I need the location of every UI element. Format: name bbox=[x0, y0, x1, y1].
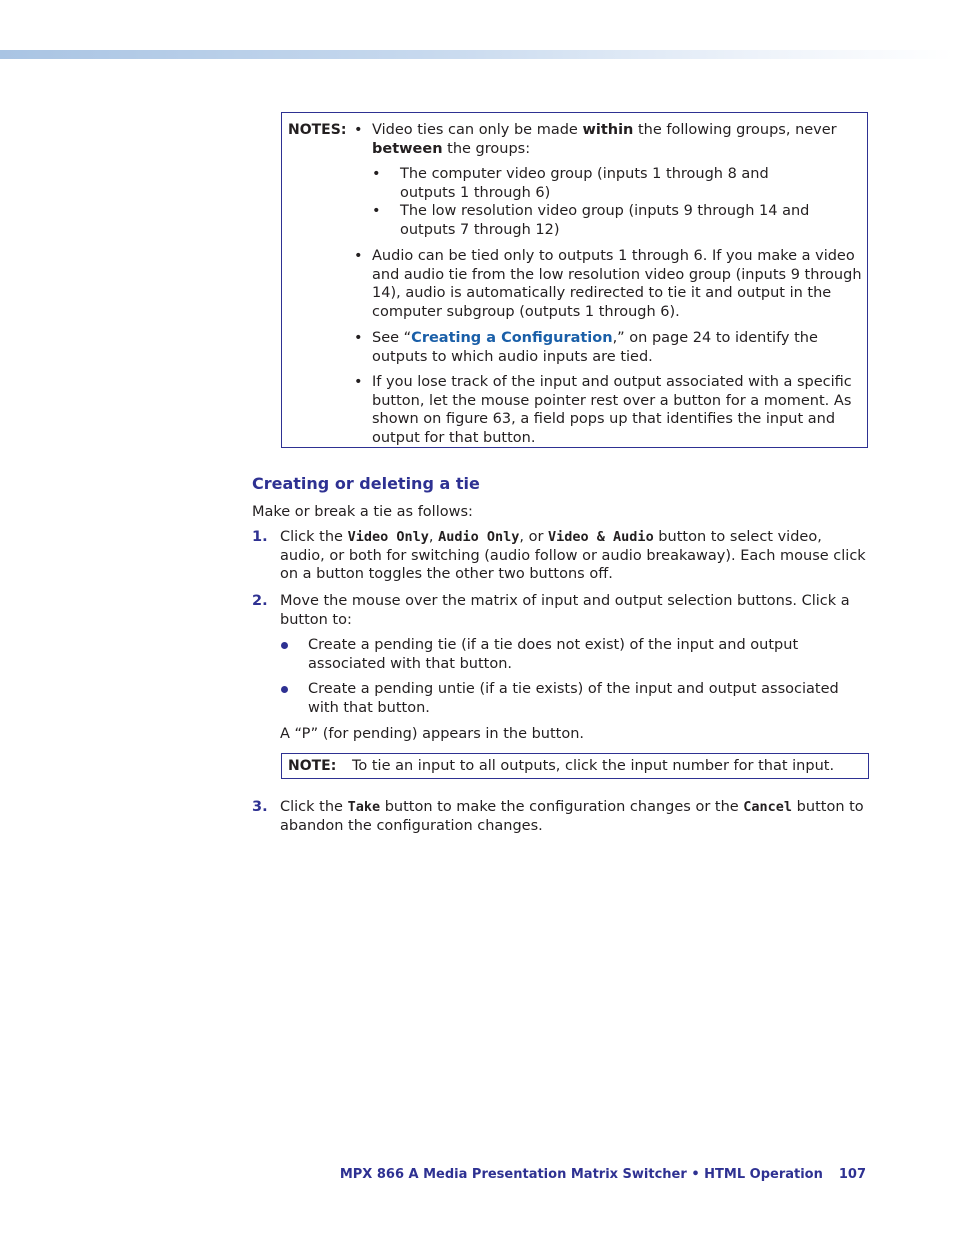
section-intro: Make or break a tie as follows: bbox=[252, 504, 473, 520]
video-only-button-label: Video Only bbox=[347, 529, 429, 545]
notes-bullet-1: • Video ties can only be made within the following groups, never between the groups: bbox=[354, 122, 837, 157]
section-heading: Creating or deleting a tie bbox=[252, 474, 480, 493]
bullet-icon: • bbox=[372, 166, 381, 182]
notes-sub-item-2: • The low resolution video group (inputs 9 through 14 and outputs 7 through 12) bbox=[372, 203, 810, 238]
video-audio-button-label: Video & Audio bbox=[548, 529, 654, 545]
audio-only-button-label: Audio Only bbox=[438, 529, 520, 545]
bullet-icon: • bbox=[354, 330, 363, 346]
notes-box bbox=[281, 112, 868, 448]
take-button-label: Take bbox=[347, 799, 381, 815]
step-2-bullet-1: Create a pending tie (if a tie does not exist) of the input and output associated with that button. bbox=[308, 637, 799, 672]
step-3-number: 3. bbox=[252, 799, 268, 815]
header-gradient-bar bbox=[0, 50, 954, 59]
step-2-bullet-2: Create a pending untie (if a tie exists) of the input and output associated with that button. bbox=[308, 681, 839, 716]
step-2-text: Move the mouse over the matrix of input and output selection buttons. Click a button to: bbox=[280, 593, 850, 628]
notes-bullet-4: • If you lose track of the input and output associated with a specific button, let the mouse pointer rest over a button for a moment. As shown on figure 63, a field pops up that identifies the input and output for that button. bbox=[354, 374, 852, 446]
step-1-text: Click the Video Only, Audio Only, or Video & Audio button to select video, audio, or both for switching (audio follow or audio breakaway). Each mouse click on a button toggles the other two buttons off. bbox=[280, 529, 866, 582]
page-footer bbox=[340, 1166, 866, 1185]
bullet-dot-icon bbox=[281, 686, 288, 693]
step-1-number: 1. bbox=[252, 529, 268, 545]
bullet-icon: • bbox=[354, 374, 363, 390]
page-number: 107 bbox=[838, 1167, 866, 1182]
notes-bullet-3: • See “Creating a Configuration,” on page 24 to identify the outputs to which audio inputs are tied. bbox=[354, 330, 818, 365]
notes-bullet-2: • Audio can be tied only to outputs 1 through 6. If you make a video and audio tie from the low resolution video group (inputs 9 through 14), audio is automatically redirected to tie it and output in the computer subgroup (outputs 1 through 6). bbox=[354, 248, 862, 320]
notes-label: NOTES: bbox=[288, 122, 347, 138]
bullet-icon: • bbox=[354, 248, 363, 264]
notes-sub-item-1: • The computer video group (inputs 1 through 8 and outputs 1 through 6) bbox=[372, 166, 769, 201]
note-text: To tie an input to all outputs, click the input number for that input. bbox=[352, 758, 835, 774]
step-2-after: A “P” (for pending) appears in the button. bbox=[280, 726, 585, 742]
cancel-button-label: Cancel bbox=[743, 799, 793, 815]
step-2-number: 2. bbox=[252, 593, 268, 609]
step-3-text: Click the Take button to make the configuration changes or the Cancel button to abandon the configuration changes. bbox=[280, 799, 864, 834]
bullet-icon: • bbox=[372, 203, 381, 219]
bullet-dot-icon bbox=[281, 642, 288, 649]
footer-title: MPX 866 A Media Presentation Matrix Switcher • HTML Operation bbox=[339, 1167, 823, 1182]
creating-configuration-link[interactable]: Creating a Configuration bbox=[411, 330, 613, 346]
bullet-icon: • bbox=[354, 122, 363, 138]
note-label: NOTE: bbox=[288, 758, 337, 774]
note-box bbox=[281, 753, 869, 779]
